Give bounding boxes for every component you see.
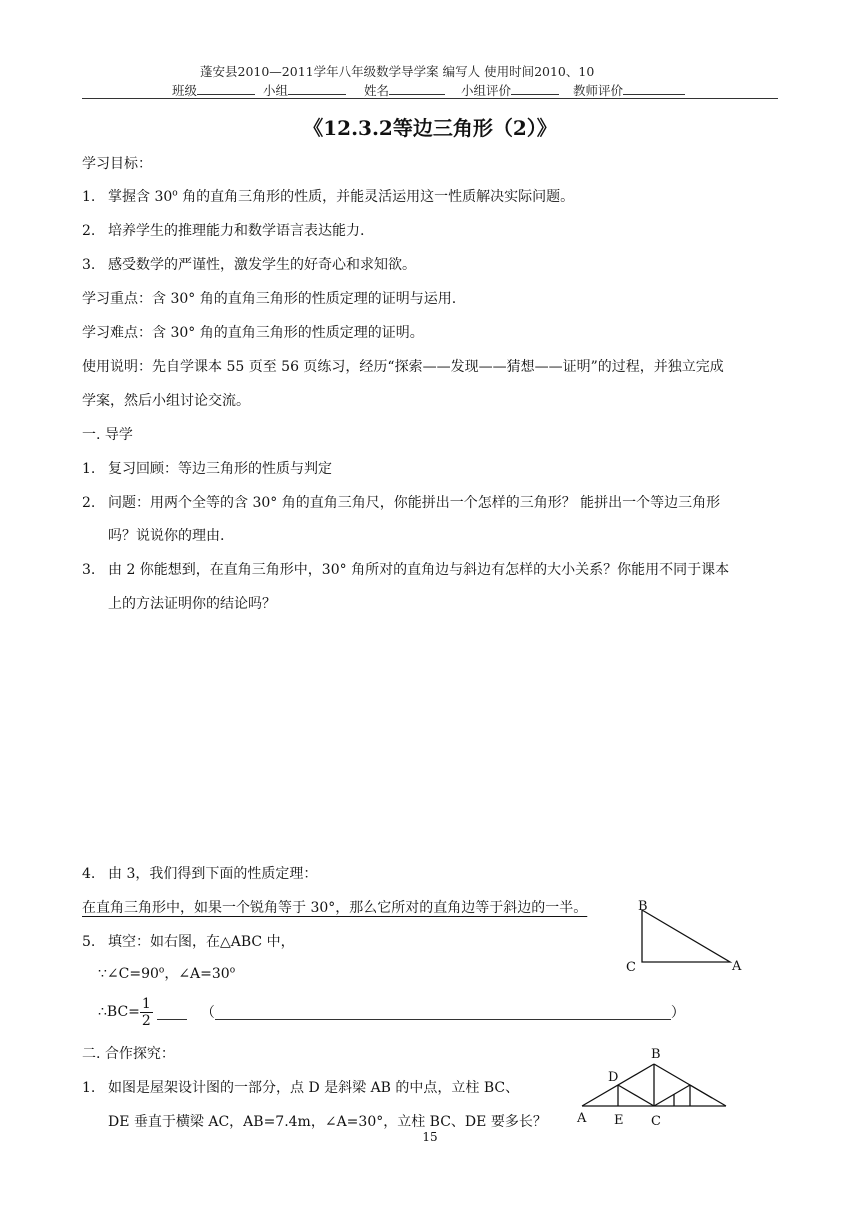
section2-heading: 二. 合作探究： <box>82 1046 175 1062</box>
truss-label-a: A <box>577 1111 587 1126</box>
usage-line-2: 学案，然后小组讨论交流。 <box>82 393 250 409</box>
roof-truss-figure <box>572 1042 732 1132</box>
answer-space[interactable] <box>82 620 778 850</box>
objective-3: 3. 感受数学的严谨性，激发学生的好奇心和求知欲。 <box>82 257 416 273</box>
triangle-label-b: B <box>638 899 648 914</box>
objective-1: 1. 掌握含 30$^o$ 角的直角三角形的性质，并能灵活运用这一性质解决实际问题。 <box>82 188 575 205</box>
class-label: 班级 <box>172 83 198 98</box>
header-info: 蓬安县2010—2011学年八年级数学导学案 编写人 使用时间2010、10 <box>200 64 595 79</box>
reason-blank[interactable] <box>215 1005 671 1020</box>
section1-item-3-cont: 上的方法证明你的结论吗？ <box>108 596 276 612</box>
key-point: 学习重点：含 30° 角的直角三角形的性质定理的证明与运用. <box>82 291 457 307</box>
difficulty: 学习难点：含 30° 角的直角三角形的性质定理的证明。 <box>82 325 424 341</box>
fill-blank[interactable] <box>157 1005 187 1020</box>
truss-label-d: D <box>608 1070 619 1085</box>
fill-given: $\because\angle C=90^o$，$\angle A=30^o$ <box>98 965 236 982</box>
page-number: 15 <box>422 1130 438 1144</box>
group-eval-blank[interactable] <box>511 80 559 95</box>
name-blank[interactable] <box>389 80 445 95</box>
fill-conclusion: ∴BC= $\frac{1}{2}$ （ ） <box>98 995 685 1029</box>
section1-item-2-cont: 吗？说说你的理由. <box>108 528 225 544</box>
section2-item-1: 1. 如图是屋架设计图的一部分，点 D 是斜梁 AB 的中点，立柱 BC、 <box>82 1080 520 1096</box>
section1-item-1: 1. 复习回顾：等边三角形的性质与判定 <box>82 461 332 477</box>
section1-item-3: 3. 由 2 你能想到，在直角三角形中，30° 角所对的直角边与斜边有怎样的大小关系？你能用不同于课本 <box>82 562 730 578</box>
theorem-statement: 在直角三角形中，如果一个锐角等于 30°，那么它所对的直角边等于斜边的一半。 <box>82 900 588 916</box>
section2-item-1-cont: DE 垂直于横梁 AC，AB=7.4m，∠A=30°，立柱 BC、DE 要多长？ <box>108 1114 547 1130</box>
fraction-one-half: $\frac{1}{2}$ <box>141 995 151 1029</box>
teacher-eval-blank[interactable] <box>623 80 685 95</box>
usage-line-1: 使用说明：先自学课本 55 页至 56 页练习，经历“探索——发现——猜想——证明”的过程，并独立完成 <box>82 359 724 375</box>
header-rule <box>82 98 778 99</box>
name-label: 姓名 <box>364 83 390 98</box>
section1-item-4: 4. 由 3，我们得到下面的性质定理： <box>82 866 318 882</box>
triangle-label-c: C <box>626 960 636 975</box>
truss-label-b: B <box>651 1047 661 1062</box>
objectives-heading: 学习目标： <box>82 156 152 172</box>
group-blank[interactable] <box>288 80 346 95</box>
group-label: 小组 <box>263 83 289 98</box>
triangle-abc-figure <box>620 896 760 978</box>
truss-label-e: E <box>614 1113 624 1128</box>
teacher-eval-label: 教师评价 <box>573 83 624 98</box>
section1-item-2: 2. 问题：用两个全等的含 30° 角的直角三角尺，你能拼出一个怎样的三角形？ 能拼出一个等边三角形 <box>82 495 721 511</box>
objective-2: 2. 培养学生的推理能力和数学语言表达能力. <box>82 223 365 239</box>
triangle-label-a: A <box>732 959 742 974</box>
class-blank[interactable] <box>197 80 255 95</box>
section1-heading: 一. 导学 <box>82 427 133 443</box>
page-title: 《12.3.2等边三角形（2）》 <box>303 116 557 140</box>
group-eval-label: 小组评价 <box>461 83 512 98</box>
header-fields <box>172 80 685 99</box>
fill-question: 5. 填空：如右图，在△ABC 中， <box>82 934 295 950</box>
truss-label-c: C <box>651 1114 661 1129</box>
